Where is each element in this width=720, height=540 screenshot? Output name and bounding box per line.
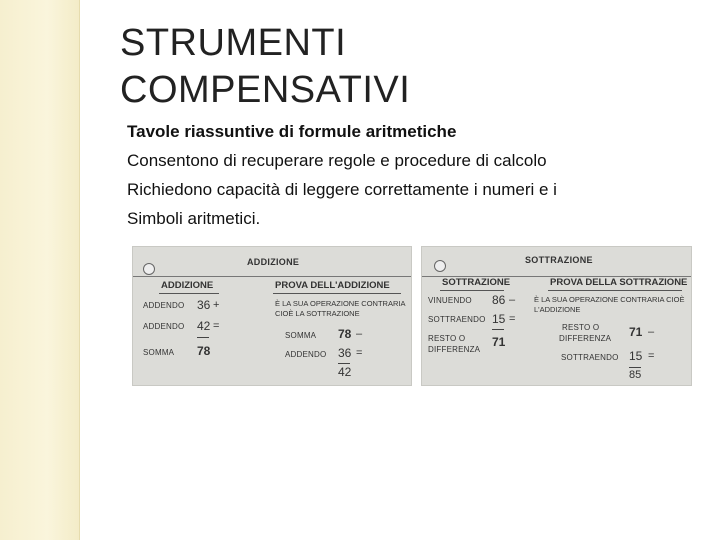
proof-result: 42 <box>338 365 352 379</box>
proof-value: 78 <box>338 327 352 341</box>
row-value: 71 <box>492 335 506 349</box>
subtraction-table <box>421 246 692 386</box>
section-title: ADDIZIONE <box>247 257 300 267</box>
row-value: 86 <box>492 293 506 307</box>
row-label: SOTTRAENDO <box>428 315 486 324</box>
proof-op: – <box>356 328 363 340</box>
title-line-2: COMPENSATIVI <box>120 69 411 111</box>
bullet-line: Simboli aritmetici. <box>127 209 261 228</box>
right-header: PROVA DELLA SOTTRAZIONE <box>550 277 688 288</box>
proof-value: 15 <box>629 349 643 363</box>
proof-result: 85 <box>629 369 642 381</box>
proof-label: SOMMA <box>285 331 317 340</box>
bullet-line: Consentono di recuperare regole e procedure di calcolo <box>127 151 547 170</box>
proof-op: = <box>648 350 655 362</box>
proof-op: = <box>356 347 363 359</box>
proof-label: ADDENDO <box>285 350 327 359</box>
row-value: 78 <box>197 344 211 358</box>
row-label: RESTO O <box>428 334 466 343</box>
proof-label: RESTO O <box>562 323 600 332</box>
row-op: = <box>213 320 220 332</box>
row-label: DIFFERENZA <box>428 345 481 354</box>
left-header: ADDIZIONE <box>161 280 214 291</box>
bullet-line: Tavole riassuntive di formule aritmetiche <box>127 122 457 141</box>
row-label: VINUENDO <box>428 296 472 305</box>
row-label: ADDENDO <box>143 322 185 331</box>
left-header: SOTTRAZIONE <box>442 277 511 288</box>
addition-table <box>132 246 412 386</box>
row-value: 42 <box>197 319 211 333</box>
proof-label: DIFFERENZA <box>559 334 612 343</box>
right-header: PROVA DELL'ADDIZIONE <box>275 280 390 291</box>
row-label: ADDENDO <box>143 301 185 310</box>
proof-op: – <box>648 326 655 338</box>
proof-value: 71 <box>629 325 643 339</box>
slide-title <box>120 20 410 114</box>
row-value: 36 <box>197 298 211 312</box>
row-op: – <box>509 294 516 306</box>
row-value: 15 <box>492 312 506 326</box>
bullet-list <box>127 117 707 233</box>
proof-label: SOTTRAENDO <box>561 353 619 362</box>
row-label: SOMMA <box>143 348 175 357</box>
bullet-line: Richiedono capacità di leggere correttamente i numeri e i <box>127 180 557 199</box>
decorative-left-bar <box>0 0 80 540</box>
row-op: = <box>509 313 516 325</box>
circle-icon <box>143 263 155 275</box>
row-op: + <box>213 299 220 311</box>
proof-text: È LA SUA OPERAZIONE CONTRARIA CIOÈ <box>534 295 685 304</box>
circle-icon <box>434 260 446 272</box>
title-line-1: STRUMENTI <box>120 22 347 64</box>
proof-text: È LA SUA OPERAZIONE CONTRARIA <box>275 299 406 308</box>
proof-value: 36 <box>338 346 352 360</box>
section-title: SOTTRAZIONE <box>525 255 593 265</box>
proof-text: L'ADDIZIONE <box>534 305 581 314</box>
proof-text: CIOÈ LA SOTTRAZIONE <box>275 309 360 318</box>
